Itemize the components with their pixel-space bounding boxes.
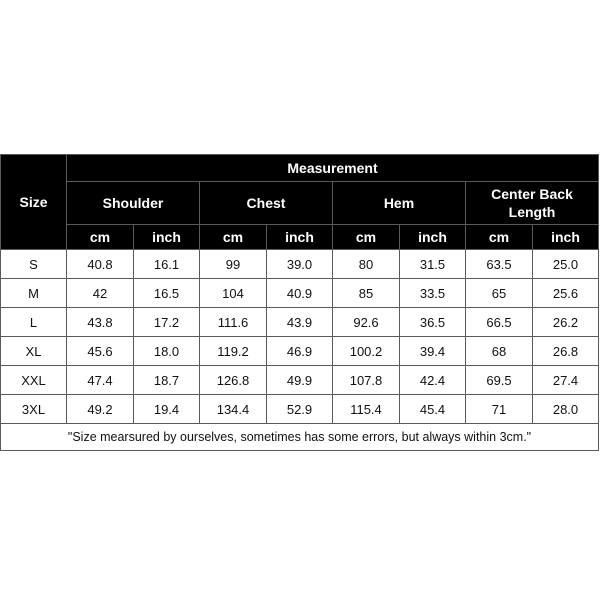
measurement-cell: 99: [200, 250, 267, 279]
size-cell: L: [1, 308, 67, 337]
size-chart-table: [0, 154, 599, 451]
measurement-header: Measurement: [67, 155, 599, 182]
measurement-cell: 104: [200, 279, 267, 308]
measurement-cell: 45.6: [67, 337, 134, 366]
table-row: [1, 308, 599, 337]
measurement-cell: 33.5: [400, 279, 466, 308]
table-body: [1, 250, 599, 424]
measurement-cell: 63.5: [466, 250, 533, 279]
measurement-cell: 134.4: [200, 395, 267, 424]
measurement-cell: 43.8: [67, 308, 134, 337]
measurement-cell: 47.4: [67, 366, 134, 395]
measurement-cell: 40.9: [267, 279, 333, 308]
center-back-length-header: Center Back Length: [466, 182, 599, 225]
measurement-cell: 36.5: [400, 308, 466, 337]
measurement-cell: 49.9: [267, 366, 333, 395]
measurement-cell: 16.1: [134, 250, 200, 279]
measurement-cell: 18.7: [134, 366, 200, 395]
measurement-cell: 69.5: [466, 366, 533, 395]
measurement-cell: 92.6: [333, 308, 400, 337]
measurement-cell: 85: [333, 279, 400, 308]
chest-header: Chest: [200, 182, 333, 225]
measurement-cell: 42: [67, 279, 134, 308]
measurement-cell: 27.4: [533, 366, 599, 395]
unit-header-inch: inch: [267, 225, 333, 250]
table-row: [1, 250, 599, 279]
size-cell: XXL: [1, 366, 67, 395]
unit-header-cm: cm: [466, 225, 533, 250]
table-row: [1, 395, 599, 424]
measurement-cell: 68: [466, 337, 533, 366]
table-row: [1, 337, 599, 366]
unit-header-cm: cm: [333, 225, 400, 250]
size-cell: 3XL: [1, 395, 67, 424]
measurement-cell: 28.0: [533, 395, 599, 424]
measurement-cell: 18.0: [134, 337, 200, 366]
measurement-cell: 31.5: [400, 250, 466, 279]
measurement-cell: 71: [466, 395, 533, 424]
hem-header: Hem: [333, 182, 466, 225]
measurement-cell: 119.2: [200, 337, 267, 366]
measurement-cell: 45.4: [400, 395, 466, 424]
measurement-cell: 19.4: [134, 395, 200, 424]
measurement-cell: 65: [466, 279, 533, 308]
unit-header-cm: cm: [200, 225, 267, 250]
measurement-cell: 126.8: [200, 366, 267, 395]
measurement-cell: 49.2: [67, 395, 134, 424]
measurement-cell: 25.0: [533, 250, 599, 279]
size-cell: S: [1, 250, 67, 279]
measurement-cell: 39.0: [267, 250, 333, 279]
unit-header-inch: inch: [400, 225, 466, 250]
measurement-cell: 17.2: [134, 308, 200, 337]
measurement-cell: 107.8: [333, 366, 400, 395]
measurement-cell: 100.2: [333, 337, 400, 366]
measurement-cell: 40.8: [67, 250, 134, 279]
measurement-cell: 46.9: [267, 337, 333, 366]
table-row: [1, 366, 599, 395]
measurement-cell: 43.9: [267, 308, 333, 337]
measurement-cell: 80: [333, 250, 400, 279]
size-cell: M: [1, 279, 67, 308]
unit-header-inch: inch: [134, 225, 200, 250]
measurement-cell: 66.5: [466, 308, 533, 337]
measurement-cell: 52.9: [267, 395, 333, 424]
measurement-cell: 26.8: [533, 337, 599, 366]
measurement-cell: 39.4: [400, 337, 466, 366]
table-row: [1, 279, 599, 308]
measurement-cell: 26.2: [533, 308, 599, 337]
size-header: Size: [1, 155, 67, 250]
size-note: "Size mearsured by ourselves, sometimes has some errors, but always within 3cm.": [1, 424, 599, 451]
measurement-cell: 25.6: [533, 279, 599, 308]
unit-header-cm: cm: [67, 225, 134, 250]
size-cell: XL: [1, 337, 67, 366]
unit-header-inch: inch: [533, 225, 599, 250]
measurement-cell: 111.6: [200, 308, 267, 337]
measurement-cell: 115.4: [333, 395, 400, 424]
shoulder-header: Shoulder: [67, 182, 200, 225]
measurement-cell: 16.5: [134, 279, 200, 308]
measurement-cell: 42.4: [400, 366, 466, 395]
